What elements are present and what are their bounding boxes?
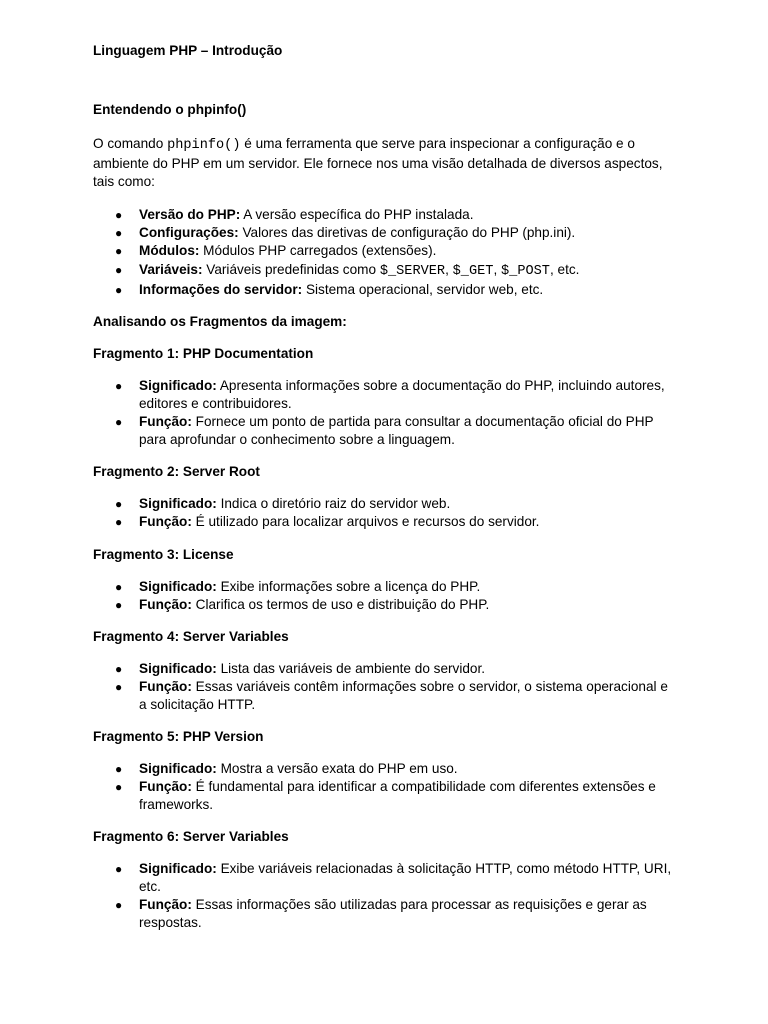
- fragment-heading: Fragmento 2: Server Root: [93, 464, 260, 479]
- fragment-list: [93, 860, 678, 932]
- list-item: ● Significado: Indica o diretório raiz do servidor web.: [115, 496, 451, 511]
- fragment-list: [93, 760, 678, 814]
- list-item: ● Configurações: Valores das diretivas de configuração do PHP (php.ini).: [115, 225, 576, 240]
- fragment-list: [93, 660, 678, 714]
- bullet-icon: ●: [115, 283, 123, 297]
- list-item: ● Função: Essas informações são utilizadas para processar as requisições e gerar as respostas.: [115, 897, 647, 930]
- list-item: ● Função: Clarifica os termos de uso e distribuição do PHP.: [115, 597, 490, 612]
- inline-code: $_GET: [452, 264, 494, 279]
- list-item: ● Significado: Mostra a versão exata do PHP em uso.: [115, 761, 458, 776]
- fragment-heading: Fragmento 3: License: [93, 547, 234, 562]
- bullet-icon: ●: [115, 379, 123, 393]
- list-item: ● Informações do servidor: Sistema operacional, servidor web, etc.: [115, 282, 544, 297]
- bullet-icon: ●: [115, 244, 123, 258]
- bullet-icon: ●: [115, 662, 123, 676]
- list-item: ● Variáveis: Variáveis predefinidas como $_SERVER, $_GET, $_POST, etc.: [115, 262, 580, 279]
- inline-code: phpinfo(): [167, 138, 241, 153]
- fragment-list: [93, 377, 678, 449]
- fragment-heading: Fragmento 1: PHP Documentation: [93, 346, 314, 361]
- list-item: ● Função: Fornece um ponto de partida para consultar a documentação oficial do PHP para aprofundar o conhecimento sobre a linguagem.: [115, 414, 654, 447]
- bullet-icon: ●: [115, 680, 123, 694]
- fragment-heading: Fragmento 4: Server Variables: [93, 629, 289, 644]
- bullet-icon: ●: [115, 780, 123, 794]
- list-item: ● Módulos: Módulos PHP carregados (extensões).: [115, 243, 437, 258]
- list-item: ● Versão do PHP: A versão específica do PHP instalada.: [115, 207, 474, 222]
- bullet-icon: ●: [115, 580, 123, 594]
- bullet-icon: ●: [115, 762, 123, 776]
- document-page: [93, 42, 678, 932]
- fragment-list: [93, 495, 678, 531]
- bullet-icon: ●: [115, 263, 123, 277]
- section-heading-phpinfo: Entendendo o phpinfo(): [93, 102, 247, 117]
- intro-paragraph: O comando phpinfo() é uma ferramenta que serve para inspecionar a configuração e o ambiente do PHP em um servidor. Ele fornece nos uma visão detalhada de diversos aspectos, tais como:: [93, 136, 663, 189]
- bullet-icon: ●: [115, 226, 123, 240]
- bullet-icon: ●: [115, 598, 123, 612]
- bullet-icon: ●: [115, 208, 123, 222]
- fragment-list: [93, 578, 678, 614]
- list-item: ● Função: Essas variáveis contêm informações sobre o servidor, o sistema operacional e a solicitação HTTP.: [115, 679, 668, 712]
- fragment-heading: Fragmento 6: Server Variables: [93, 829, 289, 844]
- bullet-icon: ●: [115, 515, 123, 529]
- bullet-icon: ●: [115, 497, 123, 511]
- inline-code: $_POST: [501, 264, 550, 279]
- bullet-icon: ●: [115, 862, 123, 876]
- analysis-heading: Analisando os Fragmentos da imagem:: [93, 314, 347, 329]
- list-item: ● Função: É fundamental para identificar a compatibilidade com diferentes extensões e frameworks.: [115, 779, 656, 812]
- list-item: ● Significado: Lista das variáveis de ambiente do servidor.: [115, 661, 486, 676]
- bullet-icon: ●: [115, 898, 123, 912]
- inline-code: $_SERVER: [379, 264, 446, 279]
- list-item: ● Significado: Exibe informações sobre a licença do PHP.: [115, 579, 481, 594]
- list-item: ● Função: É utilizado para localizar arquivos e recursos do servidor.: [115, 514, 540, 529]
- bullet-icon: ●: [115, 415, 123, 429]
- list-item: ● Significado: Apresenta informações sobre a documentação do PHP, incluindo autores, editores e contribuidores.: [115, 378, 665, 411]
- fragment-heading: Fragmento 5: PHP Version: [93, 729, 264, 744]
- document-title: Linguagem PHP – Introdução: [93, 43, 283, 58]
- phpinfo-aspects-list: [93, 206, 678, 299]
- list-item: ● Significado: Exibe variáveis relacionadas à solicitação HTTP, como método HTTP, URI, etc.: [115, 861, 672, 894]
